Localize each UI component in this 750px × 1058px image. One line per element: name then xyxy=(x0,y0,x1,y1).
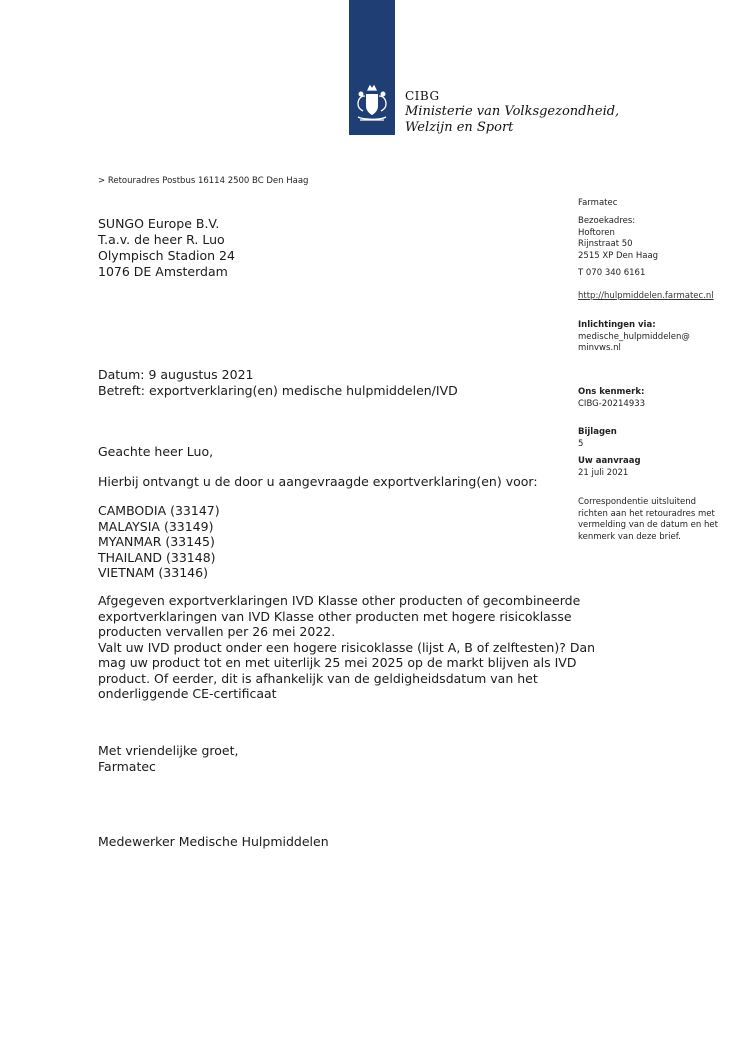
visit-line: Hoftoren xyxy=(578,227,615,238)
signature: Medewerker Medische Hulpmiddelen xyxy=(98,834,329,849)
sidebar-reference xyxy=(578,387,645,410)
note-line: richten aan het retouradres met xyxy=(578,508,715,519)
recipient-company: SUNGO Europe B.V. xyxy=(98,216,220,231)
expiry-paragraph xyxy=(98,593,596,702)
recipient-address xyxy=(98,216,235,280)
sidebar-visit-address xyxy=(578,216,658,262)
recipient-city: 1076 DE Amsterdam xyxy=(98,264,228,279)
paragraph-line: Valt uw IVD product onder een hogere risicoklasse (lijst A, B of zelftesten)? Dan xyxy=(98,639,596,655)
greeting: Geachte heer Luo, xyxy=(98,444,214,459)
closing-block xyxy=(98,743,558,774)
reference-label: Ons kenmerk: xyxy=(578,387,645,397)
country-item: CAMBODIA (33147) xyxy=(98,503,220,518)
info-label: Inlichtingen via: xyxy=(578,320,656,330)
sidebar-phone: T 070 340 6161 xyxy=(578,268,646,278)
info-email: medische_hulpmiddelen@ xyxy=(578,331,690,342)
request-value: 21 juli 2021 xyxy=(578,467,629,478)
org-abbreviation: CIBG xyxy=(405,89,440,103)
note-line: Correspondentie uitsluitend xyxy=(578,497,697,507)
visit-label: Bezoekadres: xyxy=(578,216,636,226)
sidebar-attachments xyxy=(578,427,617,450)
country-list xyxy=(98,503,558,581)
logo-bar xyxy=(349,0,395,135)
reference-value: CIBG-20214933 xyxy=(578,398,646,409)
visit-line: 2515 XP Den Haag xyxy=(578,250,659,261)
note-line: kenmerk van deze brief. xyxy=(578,531,681,542)
return-address: > Retouradres Postbus 16114 2500 BC Den Haag xyxy=(98,176,309,186)
country-item: VIETNAM (33146) xyxy=(98,565,208,580)
letter-meta xyxy=(98,367,458,399)
coat-of-arms-icon xyxy=(354,84,390,124)
info-email-domain: minvws.nl xyxy=(578,343,621,353)
sidebar-request xyxy=(578,456,641,479)
paragraph-line: product. Of eerder, dit is afhankelijk van de geldigheidsdatum van het xyxy=(98,670,538,686)
paragraph-line: mag uw product tot en met uiterlijk 25 mei 2025 op de markt blijven als IVD xyxy=(98,655,577,670)
ministry-line-2: Welzijn en Sport xyxy=(405,120,514,135)
attachments-value: 5 xyxy=(578,438,584,449)
paragraph-line: exportverklaringen van IVD Klasse other producten met hogere risicoklasse xyxy=(98,608,572,624)
recipient-street: Olympisch Stadion 24 xyxy=(98,248,235,263)
country-item: MYANMAR (33145) xyxy=(98,534,215,549)
note-line: vermelding van de datum en het xyxy=(578,520,718,530)
sidebar-info xyxy=(578,320,690,355)
paragraph-line: onderliggende CE-certificaat xyxy=(98,686,277,701)
closing: Met vriendelijke groet, xyxy=(98,743,239,758)
correspondence-note xyxy=(578,497,718,543)
country-item: MALAYSIA (33149) xyxy=(98,518,214,534)
recipient-attention: T.a.v. de heer R. Luo xyxy=(98,232,225,247)
paragraph-line: Afgegeven exportverklaringen IVD Klasse other producten of gecombineerde xyxy=(98,593,581,608)
ministry-name xyxy=(405,88,619,136)
letter-subject: Betreft: exportverklaring(en) medische hulpmiddelen/IVD xyxy=(98,383,458,398)
paragraph-line: producten vervallen per 26 mei 2022. xyxy=(98,624,336,639)
sidebar-department: Farmatec xyxy=(578,198,618,208)
request-label: Uw aanvraag xyxy=(578,456,641,466)
sender: Farmatec xyxy=(98,758,156,774)
attachments-label: Bijlagen xyxy=(578,427,617,437)
country-item: THAILAND (33148) xyxy=(98,549,216,565)
visit-line: Rijnstraat 50 xyxy=(578,239,633,249)
website-link[interactable]: http://hulpmiddelen.farmatec.nl xyxy=(578,291,714,301)
intro-text: Hierbij ontvangt u de door u aangevraagde exportverklaring(en) voor: xyxy=(98,474,538,489)
ministry-line-1: Ministerie van Volksgezondheid, xyxy=(405,104,620,119)
letter-date: Datum: 9 augustus 2021 xyxy=(98,367,254,382)
